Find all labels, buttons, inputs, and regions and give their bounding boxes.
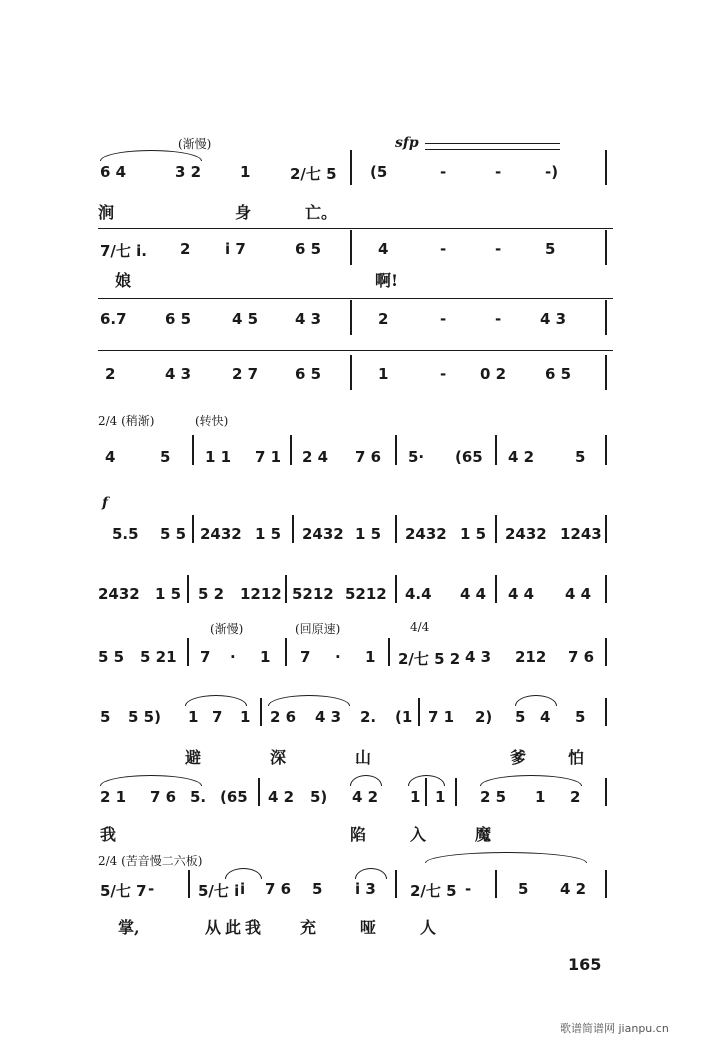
note: 4: [378, 240, 389, 258]
note: 4 4: [460, 585, 487, 603]
bar-line: [395, 870, 397, 898]
note: 1: [535, 788, 546, 806]
note: 5): [310, 788, 328, 806]
tempo-mark: (转快): [195, 414, 229, 428]
note: 2/七 5: [410, 882, 457, 900]
note: 1 5: [255, 525, 282, 543]
note: 5212: [345, 585, 387, 603]
note: 2432: [302, 525, 344, 543]
note: 7 6: [568, 648, 595, 666]
note: (1: [395, 708, 413, 726]
bar-line: [290, 435, 292, 465]
note: 5: [575, 448, 586, 466]
page-number: 165: [568, 955, 602, 974]
note: -): [545, 163, 559, 181]
bar-line: [285, 575, 287, 603]
note: 5 5: [98, 648, 125, 666]
lyric: 陷: [350, 825, 367, 844]
note: 1243: [560, 525, 602, 543]
note: (65: [220, 788, 248, 806]
note: 4 2: [268, 788, 295, 806]
bar-line: [495, 435, 497, 465]
note: 2432: [200, 525, 242, 543]
note: 1 5: [460, 525, 487, 543]
note: -: [495, 310, 502, 328]
note: ·: [230, 648, 236, 666]
lyric: 哑: [360, 918, 377, 937]
note: 2432: [505, 525, 547, 543]
note: 1: [240, 163, 251, 181]
bar-line: [350, 230, 352, 265]
note: 1: [378, 365, 389, 383]
lyric: 深: [270, 748, 287, 767]
bar-line: [605, 435, 607, 465]
note: 5.5: [112, 525, 139, 543]
note: 6 5: [295, 240, 322, 258]
lyric: 山: [355, 748, 372, 767]
note: 4 5: [232, 310, 259, 328]
bar-line: [605, 698, 607, 726]
note: 2.: [360, 708, 377, 726]
bar-line: [425, 778, 427, 806]
note: 7 6: [265, 880, 292, 898]
bar-line: [285, 638, 287, 666]
note: 6 4: [100, 163, 127, 181]
note: 2432: [405, 525, 447, 543]
bar-line: [350, 300, 352, 335]
bar-line: [192, 515, 194, 543]
note: -: [440, 163, 447, 181]
tempo-mark: (回原速): [295, 622, 341, 636]
lyric: 入: [410, 825, 427, 844]
note: 1: [435, 788, 446, 806]
bar-line: [605, 870, 607, 898]
lyric: 娘: [115, 271, 132, 290]
note: i 3: [355, 880, 376, 898]
note: 7: [200, 648, 211, 666]
slur: [355, 868, 387, 879]
bar-line: [350, 150, 352, 185]
note: 5: [312, 880, 323, 898]
note: 1 1: [205, 448, 232, 466]
note: 4 2: [352, 788, 379, 806]
note: 5: [575, 708, 586, 726]
note: 4 2: [508, 448, 535, 466]
bar-line: [260, 698, 262, 726]
bar-line: [495, 575, 497, 603]
lyric: 掌,: [118, 918, 140, 937]
note: 2): [475, 708, 493, 726]
note: 2: [105, 365, 116, 383]
bar-line: [605, 638, 607, 666]
note: 0 2: [480, 365, 507, 383]
note: 5: [545, 240, 556, 258]
note: (5: [370, 163, 388, 181]
bar-line: [187, 638, 189, 666]
note: 2432: [98, 585, 140, 603]
lyric: 充: [300, 918, 317, 937]
slur: [425, 852, 587, 863]
lyric: 此: [225, 918, 242, 937]
note: 5·: [408, 448, 425, 466]
note: 4 3: [165, 365, 192, 383]
lyric: 身: [235, 203, 252, 222]
note: 4 3: [465, 648, 492, 666]
note: 4 3: [315, 708, 342, 726]
note: 2 4: [302, 448, 329, 466]
note: 2 1: [100, 788, 127, 806]
bar-line: [455, 778, 457, 806]
note: 2: [180, 240, 191, 258]
slur: [515, 695, 557, 706]
lyric: 我: [245, 918, 262, 937]
bar-line: [292, 515, 294, 543]
note: i: [240, 880, 246, 898]
bar-line: [605, 515, 607, 543]
note: i 7: [225, 240, 246, 258]
time-signature: 4/4: [410, 620, 430, 634]
bar-line: [495, 870, 497, 898]
note: 5 5: [160, 525, 187, 543]
note: 5: [518, 880, 529, 898]
note: 4 2: [560, 880, 587, 898]
note: 5: [515, 708, 526, 726]
bar-line: [495, 515, 497, 543]
bar-line: [605, 230, 607, 265]
note: 5/七 i: [198, 882, 240, 900]
note: 5/七 7: [100, 882, 147, 900]
note: 7/七 i.: [100, 242, 147, 260]
lyric: 怕: [568, 748, 585, 767]
slur: [268, 695, 350, 706]
note: 4 4: [565, 585, 592, 603]
note: 5: [100, 708, 111, 726]
bar-line: [258, 778, 260, 806]
note: 212: [515, 648, 547, 666]
note: 1: [365, 648, 376, 666]
note: 2/七 5: [290, 165, 337, 183]
note: (65: [455, 448, 483, 466]
bar-line: [605, 150, 607, 185]
note: 4 3: [295, 310, 322, 328]
slur: [185, 695, 247, 706]
slur: [480, 775, 582, 786]
tempo-mark: (渐慢): [178, 137, 212, 151]
note: 4 3: [540, 310, 567, 328]
bar-line: [605, 300, 607, 335]
lyric: 爹: [510, 748, 527, 767]
bar-line: [187, 575, 189, 603]
lyric: 亡。: [305, 203, 338, 222]
note: 1 5: [355, 525, 382, 543]
lyric: 魔: [475, 825, 492, 844]
bar-line: [192, 435, 194, 465]
note: -: [440, 240, 447, 258]
note: -: [465, 880, 472, 898]
dynamic-mark: f: [102, 495, 109, 511]
note: -: [495, 163, 502, 181]
tempo-mark: 2/4 (稍渐): [98, 414, 155, 428]
note: 7 1: [255, 448, 282, 466]
note: 2: [570, 788, 581, 806]
note: 2 7: [232, 365, 259, 383]
note: 4.4: [405, 585, 432, 603]
note: 1: [240, 708, 251, 726]
note: 6 5: [165, 310, 192, 328]
bar-line: [605, 355, 607, 390]
tempo-mark: (渐慢): [210, 622, 244, 636]
note: ·: [335, 648, 341, 666]
slur: [225, 868, 262, 879]
lyric: 避: [185, 748, 202, 767]
crescendo-line: [425, 143, 560, 144]
note: 1: [260, 648, 271, 666]
bar-line: [395, 575, 397, 603]
note: 7 6: [355, 448, 382, 466]
note: 2: [378, 310, 389, 328]
bar-line: [188, 870, 190, 898]
lyric: 人: [420, 918, 437, 937]
note: 6.7: [100, 310, 127, 328]
lyric: 涧: [98, 203, 115, 222]
beam-line: [98, 298, 613, 299]
note: 5 2: [198, 585, 225, 603]
note: 5212: [292, 585, 334, 603]
note: 7: [300, 648, 311, 666]
note: 2 6: [270, 708, 297, 726]
bar-line: [388, 638, 390, 666]
slur: [100, 775, 202, 786]
note: 7 6: [150, 788, 177, 806]
beam-line: [98, 228, 613, 229]
note: -: [440, 365, 447, 383]
tempo-mark: 2/4 (苦音慢二六板): [98, 854, 203, 868]
bar-line: [605, 575, 607, 603]
note: 7 1: [428, 708, 455, 726]
note: 6 5: [545, 365, 572, 383]
beam-line: [98, 350, 613, 351]
watermark: 歌谱简谱网 jianpu.cn: [560, 1022, 669, 1035]
crescendo-line: [425, 149, 560, 150]
note: 6 5: [295, 365, 322, 383]
note: 5: [160, 448, 171, 466]
lyric: 我: [100, 825, 117, 844]
bar-line: [395, 435, 397, 465]
note: 7: [212, 708, 223, 726]
lyric: 从: [205, 918, 222, 937]
note: 5 21: [140, 648, 177, 666]
bar-line: [418, 698, 420, 726]
note: 2 5: [480, 788, 507, 806]
note: 5.: [190, 788, 207, 806]
note: -: [440, 310, 447, 328]
note: 5 5): [128, 708, 161, 726]
note: 3 2: [175, 163, 202, 181]
note: 1: [188, 708, 199, 726]
dynamic-mark: sfp: [395, 135, 419, 151]
note: -: [148, 880, 155, 898]
lyric: 啊!: [375, 271, 399, 290]
note: 1212: [240, 585, 282, 603]
note: 4 4: [508, 585, 535, 603]
bar-line: [350, 355, 352, 390]
note: 2/七 5 2: [398, 650, 461, 668]
note: 4: [105, 448, 116, 466]
bar-line: [395, 515, 397, 543]
bar-line: [605, 778, 607, 806]
note: -: [495, 240, 502, 258]
slur: [350, 775, 382, 786]
note: 1 5: [155, 585, 182, 603]
note: 4: [540, 708, 551, 726]
note: 1: [410, 788, 421, 806]
